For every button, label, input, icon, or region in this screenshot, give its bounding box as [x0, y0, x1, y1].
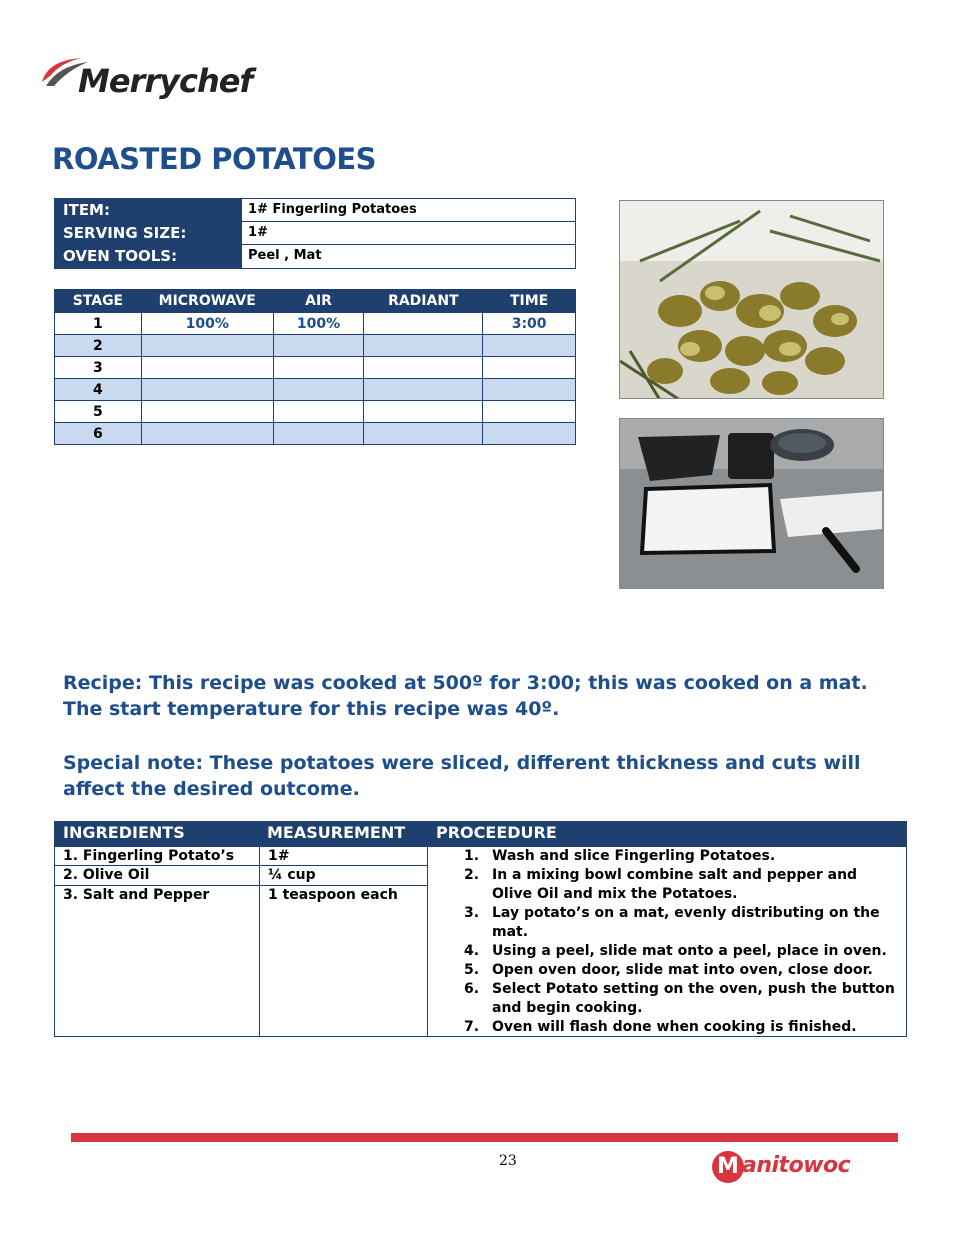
radiant-cell [364, 357, 483, 379]
step-text: Wash and slice Fingerling Potatoes. [492, 848, 776, 864]
item-labels [55, 199, 241, 268]
microwave-cell [141, 401, 273, 423]
step-number: 5. [464, 962, 480, 978]
air-cell [273, 423, 364, 445]
stage-header: STAGE [55, 290, 142, 313]
stage-cell: 4 [55, 379, 142, 401]
manitowoc-emblem-icon [712, 1151, 744, 1183]
step-number: 6. [464, 981, 480, 997]
procedure-list [460, 847, 900, 1037]
stage-table [54, 289, 576, 445]
serving-size-value: 1# [241, 222, 575, 245]
step-number: 2. [464, 867, 480, 883]
serving-size-label: SERVING SIZE: [63, 224, 187, 242]
stage-cell: 6 [55, 423, 142, 445]
item-info-table [54, 198, 576, 269]
ingredients-table [54, 846, 907, 1037]
table-row [55, 401, 576, 423]
time-header: TIME [483, 290, 576, 313]
column-divider [259, 847, 260, 1036]
step-text: Oven will flash done when cooking is finished. [492, 1019, 857, 1035]
ingredient-name: 1. Fingerling Potato’s [63, 848, 235, 864]
procedure-header: PROCEEDURE [436, 823, 557, 842]
column-divider [427, 847, 428, 1036]
row-divider [55, 865, 427, 866]
page-title: ROASTED POTATOES [52, 142, 377, 176]
radiant-cell [364, 423, 483, 445]
procedure-step [460, 961, 900, 980]
ingredients-header-row [54, 821, 907, 846]
page-number: 23 [499, 1153, 517, 1169]
table-row [55, 423, 576, 445]
oven-tools-value: Peel , Mat [241, 245, 575, 268]
air-cell [273, 379, 364, 401]
microwave-header: MICROWAVE [141, 290, 273, 313]
procedure-step [460, 942, 900, 961]
manitowoc-logo [712, 1149, 852, 1185]
step-number: 4. [464, 943, 480, 959]
oven-tools-photo [619, 418, 884, 589]
ingredient-name: 2. Olive Oil [63, 867, 150, 883]
manitowoc-wordmark: anitowoc [742, 1153, 851, 1178]
time-cell [483, 357, 576, 379]
stage-cell: 5 [55, 401, 142, 423]
time-cell: 3:00 [483, 313, 576, 335]
step-number: 3. [464, 905, 480, 921]
table-row [55, 335, 576, 357]
microwave-cell [141, 379, 273, 401]
item-value: 1# Fingerling Potatoes [241, 199, 575, 222]
procedure-step [460, 980, 900, 1018]
step-text: In a mixing bowl combine salt and pepper and Olive Oil and mix the Potatoes. [492, 867, 858, 902]
oven-tools-label: OVEN TOOLS: [63, 247, 178, 265]
ingredient-measure: 1 teaspoon each [268, 887, 398, 903]
step-text: Lay potato’s on a mat, evenly distributing on the mat. [492, 905, 880, 940]
table-row [55, 313, 576, 335]
radiant-header: RADIANT [364, 290, 483, 313]
step-number: 1. [464, 848, 480, 864]
merrychef-logo [38, 52, 253, 108]
step-text: Open oven door, slide mat into oven, close door. [492, 962, 873, 978]
time-cell [483, 335, 576, 357]
step-text: Using a peel, slide mat onto a peel, place in oven. [492, 943, 887, 959]
stage-cell: 3 [55, 357, 142, 379]
microwave-cell [141, 423, 273, 445]
air-cell [273, 357, 364, 379]
radiant-cell [364, 313, 483, 335]
ingredient-name: 3. Salt and Pepper [63, 887, 210, 903]
footer-divider [71, 1133, 898, 1142]
stage-cell: 2 [55, 335, 142, 357]
stage-cell: 1 [55, 313, 142, 335]
recipe-note: Recipe: This recipe was cooked at 500º for 3:00; this was cooked on a mat. The start temperature for this recipe was 40º. [63, 672, 868, 720]
ingredients-header: INGREDIENTS [63, 823, 185, 842]
time-cell [483, 379, 576, 401]
step-text: Select Potato setting on the oven, push the button and begin cooking. [492, 981, 895, 1016]
radiant-cell [364, 379, 483, 401]
microwave-cell [141, 335, 273, 357]
procedure-step [460, 904, 900, 942]
air-header: AIR [273, 290, 364, 313]
row-divider [55, 885, 427, 886]
air-cell [273, 401, 364, 423]
special-note: Special note: These potatoes were sliced, different thickness and cuts will affect the desired outcome. [63, 752, 861, 800]
time-cell [483, 423, 576, 445]
ingredient-measure: ¼ cup [268, 867, 316, 883]
roasted-potatoes-photo [619, 200, 884, 399]
radiant-cell [364, 335, 483, 357]
procedure-step [460, 866, 900, 904]
measurement-header: MEASUREMENT [267, 823, 406, 842]
merrychef-wordmark: Merrychef [78, 62, 253, 100]
air-cell: 100% [273, 313, 364, 335]
table-row [55, 379, 576, 401]
step-number: 7. [464, 1019, 480, 1035]
microwave-cell [141, 357, 273, 379]
air-cell [273, 335, 364, 357]
procedure-step [460, 847, 900, 866]
manitowoc-initial: M [717, 1154, 739, 1179]
time-cell [483, 401, 576, 423]
procedure-step [460, 1018, 900, 1037]
radiant-cell [364, 401, 483, 423]
stage-header-row [55, 290, 576, 313]
table-row [55, 357, 576, 379]
microwave-cell: 100% [141, 313, 273, 335]
ingredient-measure: 1# [268, 848, 290, 864]
item-label: ITEM: [63, 201, 110, 219]
